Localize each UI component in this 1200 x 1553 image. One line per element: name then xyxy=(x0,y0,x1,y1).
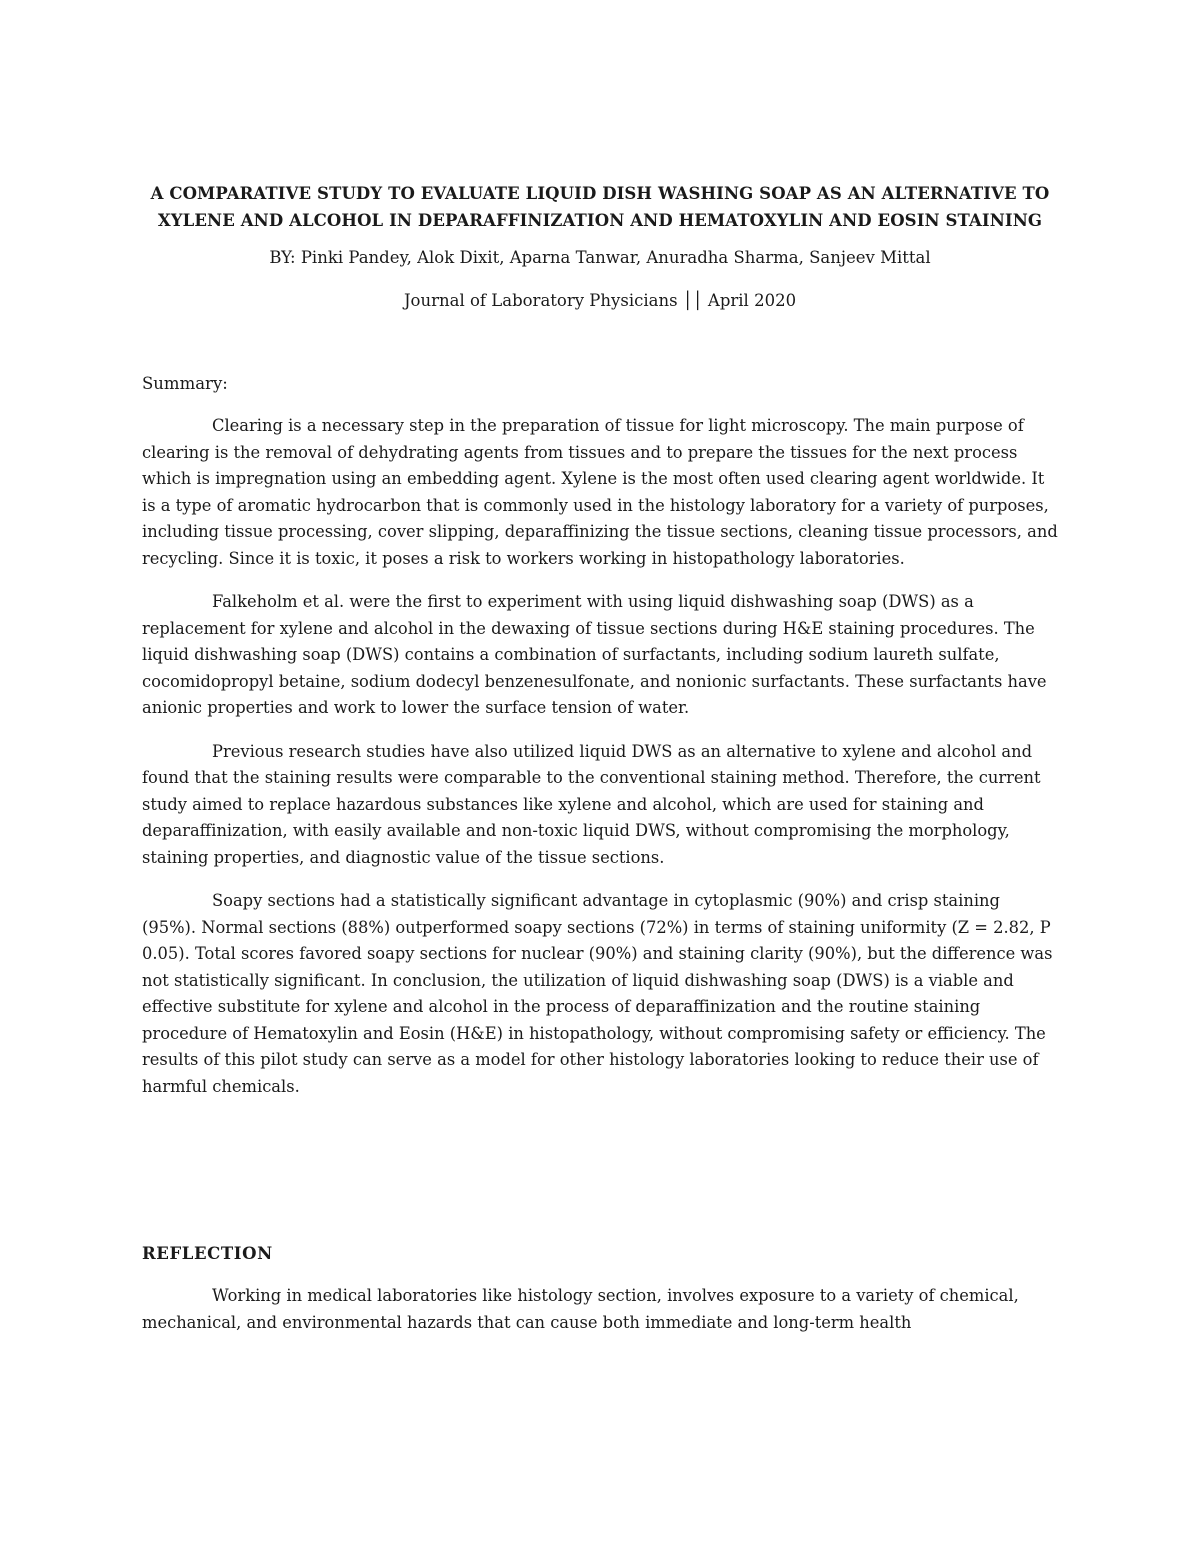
document-content xyxy=(142,180,1058,1336)
author-byline: BY: Pinki Pandey, Alok Dixit, Aparna Tanwar, Anuradha Sharma, Sanjeev Mittal xyxy=(269,248,931,267)
reflection-paragraph: Working in medical laboratories like histology section, involves exposure to a variety of chemical, mechanical, and environmental hazards that can cause both immediate and long-term health xyxy=(142,1286,1019,1332)
summary-heading: Summary: xyxy=(142,374,228,393)
summary-paragraph-4: Soapy sections had a statistically significant advantage in cytoplasmic (90%) and crisp staining (95%). Normal sections (88%) outperformed soapy sections (72%) in terms of staining uniformity (Z = 2.82, P 0.05). Total scores favored soapy sections for nuclear (90%) and staining clarity (90%), but the difference was not statistically significant. In conclusion, the utilization of liquid dishwashing soap (DWS) is a viable and effective substitute for xylene and alcohol in the process of deparaffinization and the routine staining procedure of Hematoxylin and Eosin (H&E) in histopathology, without compromising safety or efficiency. The results of this pilot study can serve as a model for other histology laboratories looking to reduce their use of harmful chemicals. xyxy=(142,891,1053,1096)
summary-paragraph-2: Falkeholm et al. were the first to experiment with using liquid dishwashing soap (DWS) as a replacement for xylene and alcohol in the dewaxing of tissue sections during H&E staining procedures. The liquid dishwashing soap (DWS) contains a combination of surfactants, including sodium laureth sulfate, cocomidopropyl betaine, sodium dodecyl benzenesulfonate, and nonionic surfactants. These surfactants have anionic properties and work to lower the surface tension of water. xyxy=(142,592,1047,717)
document-title: A COMPARATIVE STUDY TO EVALUATE LIQUID DISH WASHING SOAP AS AN ALTERNATIVE TO XYLENE AND ALCOHOL IN DEPARAFFINIZATION AND HEMATOXYLIN AND EOSIN STAINING xyxy=(150,184,1050,230)
summary-paragraph-3: Previous research studies have also utilized liquid DWS as an alternative to xylene and alcohol and found that the staining results were comparable to the conventional staining method. Therefore, the current study aimed to replace hazardous substances like xylene and alcohol, which are used for staining and deparaffinization, with easily available and non-toxic liquid DWS, without compromising the morphology, staining properties, and diagnostic value of the tissue sections. xyxy=(142,741,1041,867)
journal-citation: Journal of Laboratory Physicians ││ April 2020 xyxy=(403,291,797,310)
reflection-heading: REFLECTION xyxy=(142,1244,273,1263)
summary-paragraph-1: Clearing is a necessary step in the preparation of tissue for light microscopy. The main purpose of clearing is the removal of dehydrating agents from tissues and to prepare the tissues for the next process which is impregnation using an embedding agent. Xylene is the most often used clearing agent worldwide. It is a type of aromatic hydrocarbon that is commonly used in the histology laboratory for a variety of purposes, including tissue processing, cover slipping, deparaffinizing the tissue sections, cleaning tissue processors, and recycling. Since it is toxic, it poses a risk to workers working in histopathology laboratories. xyxy=(142,416,1058,568)
